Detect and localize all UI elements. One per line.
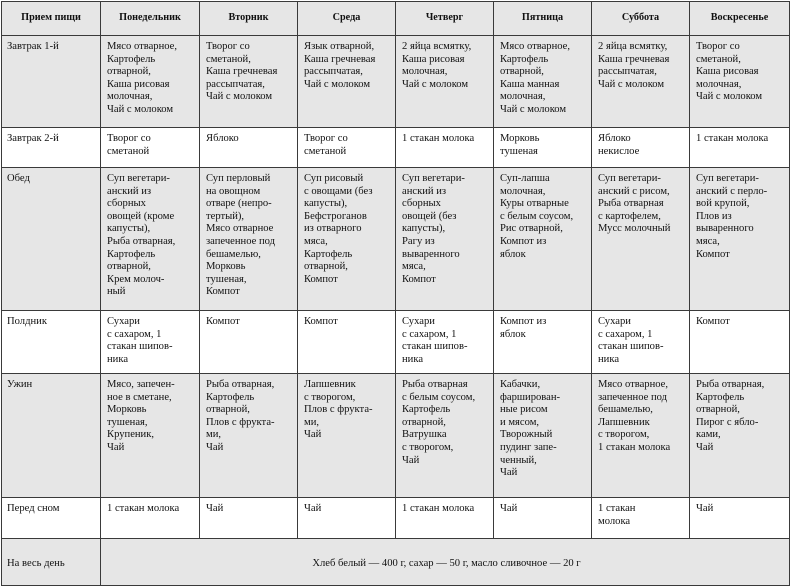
cell-wednesday: Компот [298,311,396,374]
cell-tuesday: Суп перловый на овощном отваре (непро- тертый), Мясо отварное запеченное под бешамелью, Морковь тушеная, Компот [200,168,298,311]
cell-thursday: 2 яйца всмятку, Каша рисовая молочная, Чай с молоком [396,36,494,128]
cell-thursday: 1 стакан молока [396,498,494,539]
cell-monday: Сухари с сахаром, 1 стакан шипов- ника [101,311,200,374]
cell-tuesday: Яблоко [200,128,298,168]
header-meal: Прием пищи [2,2,101,36]
cell-tuesday: Творог со сметаной, Каша гречневая рассыпчатая, Чай с молоком [200,36,298,128]
daily-total-label: На весь день [2,539,101,586]
cell-friday: Мясо отварное, Картофель отварной, Каша манная молочная, Чай с молоком [494,36,592,128]
header-friday: Пятница [494,2,592,36]
header-wednesday: Среда [298,2,396,36]
cell-monday: 1 стакан молока [101,498,200,539]
cell-sunday: 1 стакан молока [690,128,790,168]
header-thursday: Четверг [396,2,494,36]
cell-saturday: 2 яйца всмятку, Каша гречневая рассыпчатая, Чай с молоком [592,36,690,128]
cell-friday: Кабачки, фарширован- ные рисом и мясом, Творожный пудинг запе- ченный, Чай [494,374,592,498]
cell-wednesday: Творог со сметаной [298,128,396,168]
cell-friday: Чай [494,498,592,539]
cell-saturday: Суп вегетари- анский с рисом, Рыба отварная с картофелем, Мусс молочный [592,168,690,311]
cell-wednesday: Чай [298,498,396,539]
weekly-menu-table [1,1,790,586]
cell-wednesday: Лапшевник с творогом, Плов с фрукта- ми, Чай [298,374,396,498]
row-afternoon-snack [2,311,790,374]
cell-sunday: Чай [690,498,790,539]
cell-saturday: Сухари с сахаром, 1 стакан шипов- ника [592,311,690,374]
row-daily-total [2,539,790,586]
header-row [2,2,790,36]
cell-thursday: Сухари с сахаром, 1 стакан шипов- ника [396,311,494,374]
meal-label: Завтрак 2-й [2,128,101,168]
cell-monday: Мясо, запечен- ное в сметане, Морковь тушеная, Крупеник, Чай [101,374,200,498]
cell-monday: Суп вегетари- анский из сборных овощей (кроме капусты), Рыба отварная, Картофель отварной, Крем молоч- ный [101,168,200,311]
header-tuesday: Вторник [200,2,298,36]
meal-label: Ужин [2,374,101,498]
cell-friday: Компот из яблок [494,311,592,374]
header-monday: Понедельник [101,2,200,36]
header-sunday: Воскресенье [690,2,790,36]
row-lunch [2,168,790,311]
cell-friday: Морковь тушеная [494,128,592,168]
row-breakfast-1 [2,36,790,128]
cell-monday: Мясо отварное, Картофель отварной, Каша рисовая молочная, Чай с молоком [101,36,200,128]
row-dinner [2,374,790,498]
meal-label: Перед сном [2,498,101,539]
row-breakfast-2 [2,128,790,168]
meal-label: Полдник [2,311,101,374]
cell-thursday: Рыба отварная с белым соусом, Картофель отварной, Ватрушка с творогом, Чай [396,374,494,498]
cell-sunday: Творог со сметаной, Каша рисовая молочная, Чай с молоком [690,36,790,128]
cell-saturday: Мясо отварное, запеченное под бешамелью, Лапшевник с творогом, 1 стакан молока [592,374,690,498]
cell-sunday: Рыба отварная, Картофель отварной, Пирог с ябло- ками, Чай [690,374,790,498]
daily-total-value: Хлеб белый — 400 г, сахар — 50 г, масло сливочное — 20 г [101,539,790,586]
cell-monday: Творог со сметаной [101,128,200,168]
cell-wednesday: Язык отварной, Каша гречневая рассыпчатая, Чай с молоком [298,36,396,128]
cell-sunday: Компот [690,311,790,374]
cell-tuesday: Чай [200,498,298,539]
cell-tuesday: Компот [200,311,298,374]
cell-saturday: 1 стакан молока [592,498,690,539]
cell-sunday: Суп вегетари- анский с перло- вой крупой, Плов из вываренного мяса, Компот [690,168,790,311]
meal-label: Обед [2,168,101,311]
cell-tuesday: Рыба отварная, Картофель отварной, Плов с фрукта- ми, Чай [200,374,298,498]
meal-label: Завтрак 1-й [2,36,101,128]
cell-friday: Суп-лапша молочная, Куры отварные с белым соусом, Рис отварной, Компот из яблок [494,168,592,311]
cell-thursday: Суп вегетари- анский из сборных овощей (без капусты), Рагу из вываренного мяса, Компот [396,168,494,311]
row-before-sleep [2,498,790,539]
cell-saturday: Яблоко некислое [592,128,690,168]
cell-thursday: 1 стакан молока [396,128,494,168]
header-saturday: Суббота [592,2,690,36]
cell-wednesday: Суп рисовый с овощами (без капусты), Бефстроганов из отварного мяса, Картофель отварной, Компот [298,168,396,311]
